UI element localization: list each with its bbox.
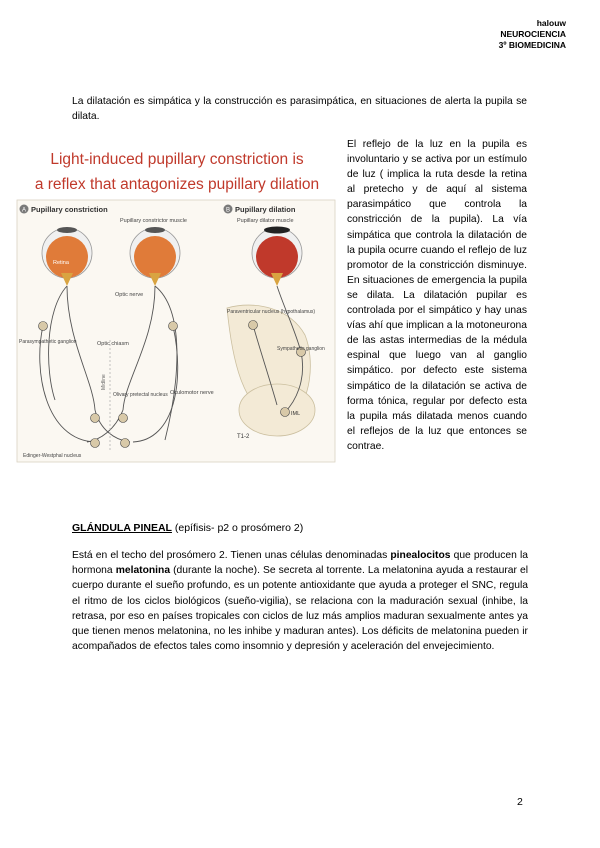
intro-paragraph: La dilatación es simpática y la construcción es parasimpática, en situaciones de alerta la pupila se dilata. <box>72 96 527 122</box>
panel-b-marker-text: B <box>225 207 231 214</box>
t12-label: T1-2 <box>237 434 250 440</box>
optic-chiasm-label: Optic chiasm <box>97 341 129 347</box>
panel-a-label: Pupillary constriction <box>31 205 108 214</box>
parasym-ganglion-label: Parasympathetic ganglion <box>19 339 77 345</box>
edinger-label: Edinger-Westphal nucleus <box>23 453 82 459</box>
figure-title-line2: a reflex that antagonizes pupillary dilation <box>34 176 320 193</box>
optic-nerve-label: Optic nerve <box>115 292 144 298</box>
panel-b-label: Pupillary dilation <box>235 205 296 214</box>
olivary-label: Olivary pretectal nucleus <box>113 392 168 398</box>
dilator-muscle-label: Pupillary dilator muscle <box>237 218 294 224</box>
figure-svg <box>15 140 340 466</box>
term-melatonina: melatonina <box>115 565 171 577</box>
header-program: 3º BIOMEDICINA <box>498 40 566 50</box>
body-text-3: (durante la noche). Se secreta al torrente. La melatonina ayuda a restaurar el cuerpo durante el sueño profundo, es un potente antioxidante que ayuda a proteger el SNC, regula el ritmo de los ciclos biológicos (sueño-vigilia), se relaciona con la maduración sexual (inhibe, la retrasa, por eso en países tropicales con ciclos de luz más amplios maduran sexualmente antes ya que tienen menos melatonina, no les inhibe y maduran antes). Los déficits de melatonina pueden ir acompañados de efectos tales como insomnio y depresión y aceleración del envejecimiento. <box>72 565 528 653</box>
iml-label: IML <box>291 411 301 417</box>
body-text-1: Está en el techo del prosómero 2. Tienen unas células denominadas <box>72 550 391 561</box>
document-header <box>499 18 566 51</box>
midline-label: Midline <box>101 374 107 390</box>
right-column-text: El reflejo de la luz en la pupila es involuntario y se activa por un estímulo de luz ( implica la ruta desde la retina al pretecho y de aquí al sistema parasimpático que controla la constricción de la pupila). La vía simpática que controla la dilatación de la pupila ocurre cuando el reflejo de luz promotor de la constricción disminuye. En situaciones de emergencia la pupila se dilata. La dilatación pupilar es controlada por el simpático y hay unas vías ahí que implican a la motoneurona de las astas intermedias de la médula espinal que luego van al ganglio simpático. por defecto este sistema simpático de la dilatación se activa de forma tónica, regular por defecto esta la pupila más dilatada menos cuando el reflejos de la luz que entonces se contrae. <box>347 139 527 452</box>
pineal-paragraph <box>72 548 528 654</box>
paraventricular-label: Paraventricular nucleus (hypothalamus) <box>227 309 316 315</box>
section-heading <box>72 522 303 534</box>
figure-title-line1: Light-induced pupillary constriction is <box>50 151 304 168</box>
body-text-2: que producen la hormona <box>72 550 528 577</box>
header-author: halouw <box>536 18 566 28</box>
oculomotor-label: Oculomotor nerve <box>170 390 214 396</box>
header-course: NEUROCIENCIA <box>500 29 566 39</box>
retina-label: Retina <box>53 260 69 266</box>
page-number: 2 <box>517 796 523 808</box>
section-subtitle: (epífisis- p2 o prosómero 2) <box>171 522 304 534</box>
pupillary-reflex-figure <box>15 140 340 466</box>
term-pinealocitos: pinealocitos <box>390 550 451 561</box>
sym-ganglion-label: Sympathetic ganglion <box>277 346 325 352</box>
constrictor-muscle-label: Pupillary constrictor muscle <box>120 218 187 224</box>
section-title: GLÁNDULA PINEAL <box>72 522 172 534</box>
spinal-cord-section <box>239 384 315 436</box>
panel-a-marker-text: A <box>21 207 27 214</box>
